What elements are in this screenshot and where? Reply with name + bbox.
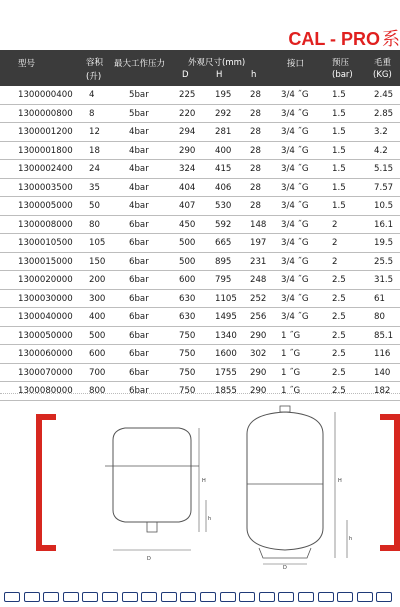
table-row: [0, 160, 400, 179]
cell-conn: 3/4 ˝G: [281, 145, 309, 156]
cell-model: 1300000400: [18, 90, 73, 100]
cert-icon: [318, 592, 334, 602]
cell-wt: 85.1: [374, 330, 394, 341]
cell-wt: 182: [374, 386, 391, 396]
small-hh-label: h: [208, 516, 212, 522]
large-tank-top-connector: [280, 406, 290, 412]
cell-conn: 3/4 ˝G: [281, 275, 309, 285]
cell-d: 324: [179, 164, 196, 174]
cell-d: 630: [179, 293, 196, 304]
cell-d: 404: [179, 182, 196, 193]
cell-model: 1300005000: [18, 201, 73, 211]
cert-icon: [298, 592, 314, 602]
cell-hh: 28: [250, 145, 261, 156]
cert-icon: [141, 592, 157, 602]
header-weight-unit: (KG): [373, 70, 392, 80]
cell-model: 1300050000: [18, 330, 73, 341]
cell-pressure: 4bar: [129, 145, 149, 156]
cell-pressure: 4bar: [129, 127, 149, 137]
cell-hh: 290: [250, 386, 267, 396]
cell-model: 1300002400: [18, 164, 73, 174]
cell-d: 407: [179, 201, 196, 211]
small-tank-connector: [147, 522, 157, 532]
iso-icon: [63, 592, 79, 602]
cell-pressure: 4bar: [129, 201, 149, 211]
cell-d: 750: [179, 330, 196, 341]
cell-h: 530: [215, 201, 232, 211]
cell-pressure: 5bar: [129, 108, 149, 119]
cell-h: 406: [215, 182, 232, 193]
cell-h: 281: [215, 127, 232, 137]
cell-volume: 150: [89, 256, 106, 267]
table-row: [0, 197, 400, 216]
cell-h: 665: [215, 238, 232, 248]
cell-h: 1495: [215, 312, 237, 322]
cell-wt: 16.1: [374, 219, 394, 230]
cell-wt: 61: [374, 293, 385, 304]
cell-model: 1300001800: [18, 145, 73, 156]
cell-pressure: 6bar: [129, 367, 149, 378]
cell-hh: 252: [250, 293, 267, 304]
cell-d: 500: [179, 256, 196, 267]
cell-d: 290: [179, 145, 196, 156]
brand-suffix: 系: [382, 29, 400, 50]
cell-pre: 2.5: [332, 386, 346, 396]
table-row: [0, 271, 400, 290]
cert-icon: [337, 592, 353, 602]
cell-volume: 4: [89, 90, 95, 100]
cell-model: 1300040000: [18, 312, 73, 322]
table-row: [0, 290, 400, 309]
cell-hh: 256: [250, 312, 267, 322]
cell-pressure: 4bar: [129, 182, 149, 193]
cell-model: 1300030000: [18, 293, 73, 304]
large-hh-label: h: [349, 536, 353, 542]
cell-pressure: 6bar: [129, 293, 149, 304]
cell-h: 795: [215, 275, 232, 285]
cell-pre: 2.5: [332, 349, 346, 359]
red-bracket-right: [380, 414, 400, 551]
cell-model: 1300015000: [18, 256, 73, 267]
cell-wt: 4.2: [374, 145, 388, 156]
cell-wt: 116: [374, 349, 391, 359]
cell-h: 895: [215, 256, 232, 267]
brand-title: [288, 27, 400, 51]
cell-volume: 500: [89, 330, 106, 341]
cell-conn: 3/4 ˝G: [281, 90, 309, 100]
cell-volume: 400: [89, 312, 106, 322]
cell-conn: 3/4 ˝G: [281, 182, 309, 193]
divider: [0, 393, 400, 394]
cert-icon: [122, 592, 138, 602]
cell-pressure: 6bar: [129, 238, 149, 248]
cell-h: 1340: [215, 330, 237, 341]
table-row: [0, 253, 400, 272]
cell-model: 1300010500: [18, 238, 73, 248]
cell-pre: 1.5: [332, 145, 346, 156]
cell-wt: 5.15: [374, 164, 394, 174]
cell-model: 1300003500: [18, 182, 73, 193]
cert-icon: [357, 592, 373, 602]
cell-model: 1300001200: [18, 127, 73, 137]
cell-wt: 140: [374, 367, 391, 378]
cell-conn: 3/4 ˝G: [281, 293, 309, 304]
cell-hh: 28: [250, 201, 261, 211]
cell-hh: 197: [250, 238, 267, 248]
cell-h: 400: [215, 145, 232, 156]
cell-volume: 12: [89, 127, 100, 137]
cell-wt: 7.57: [374, 182, 394, 193]
large-h-label: H: [338, 478, 342, 484]
cell-pre: 1.5: [332, 201, 346, 211]
cell-pressure: 6bar: [129, 349, 149, 359]
cell-wt: 2.45: [374, 90, 394, 100]
cert-icon: [102, 592, 118, 602]
cell-conn: 1 ˝G: [281, 386, 301, 396]
cell-model: 1300000800: [18, 108, 73, 119]
header-connection: 接口: [287, 59, 305, 69]
cell-pressure: 6bar: [129, 275, 149, 285]
cell-h: 1755: [215, 367, 237, 378]
small-d-label: D: [147, 556, 151, 562]
cell-d: 500: [179, 238, 196, 248]
cell-pressure: 6bar: [129, 330, 149, 341]
cell-volume: 8: [89, 108, 95, 119]
cell-conn: 3/4 ˝G: [281, 312, 309, 322]
cell-d: 750: [179, 386, 196, 396]
table-header: [0, 50, 400, 86]
small-tank-body: [113, 428, 191, 522]
cell-hh: 290: [250, 367, 267, 378]
cell-pre: 2.5: [332, 312, 346, 322]
table-row: [0, 216, 400, 235]
cell-volume: 35: [89, 182, 100, 193]
cell-volume: 24: [89, 164, 100, 174]
cell-wt: 25.5: [374, 256, 394, 267]
brand-name: CAL - PRO: [288, 29, 380, 49]
cert-icon: [376, 592, 392, 602]
cell-pre: 1.5: [332, 164, 346, 174]
cell-hh: 302: [250, 349, 267, 359]
table-row: [0, 364, 400, 383]
cell-pre: 2: [332, 256, 338, 267]
cell-hh: 231: [250, 256, 267, 267]
cell-volume: 200: [89, 275, 106, 285]
table-row: [0, 382, 400, 401]
cert-icon: [239, 592, 255, 602]
wras-icon: [24, 592, 40, 602]
cell-hh: 28: [250, 127, 261, 137]
table-row: [0, 123, 400, 142]
cell-hh: 28: [250, 90, 261, 100]
cell-h: 1855: [215, 386, 237, 396]
cert-icon: [82, 592, 98, 602]
header-dim-hh: h: [251, 70, 257, 80]
cell-d: 225: [179, 90, 196, 100]
cell-pressure: 6bar: [129, 312, 149, 322]
cell-hh: 28: [250, 164, 261, 174]
cell-conn: 1 ˝G: [281, 349, 301, 359]
cell-hh: 148: [250, 219, 267, 230]
header-dim-h: H: [216, 70, 223, 80]
header-model: 型号: [18, 59, 36, 69]
cell-pressure: 5bar: [129, 90, 149, 100]
spec-table: [0, 50, 400, 401]
red-bracket-left: [36, 414, 56, 551]
cell-volume: 700: [89, 367, 106, 378]
cell-pressure: 4bar: [129, 164, 149, 174]
cell-wt: 10.5: [374, 201, 394, 211]
large-tank-body: [247, 412, 323, 550]
cell-model: 1300060000: [18, 349, 73, 359]
ce-icon: [43, 592, 59, 602]
header-volume-unit: (升): [86, 72, 102, 82]
cert-icon: [220, 592, 236, 602]
cell-pre: 1.5: [332, 127, 346, 137]
cell-conn: 1 ˝G: [281, 330, 301, 341]
cell-d: 450: [179, 219, 196, 230]
cell-hh: 248: [250, 275, 267, 285]
cell-conn: 3/4 ˝G: [281, 238, 309, 248]
header-volume: 容积: [86, 58, 104, 68]
table-row: [0, 86, 400, 105]
table-body: [0, 86, 400, 401]
table-row: [0, 142, 400, 161]
table-row: [0, 327, 400, 346]
header-pressure: 最大工作压力: [114, 59, 166, 69]
cell-h: 592: [215, 219, 232, 230]
cell-model: 1300020000: [18, 275, 73, 285]
cert-icon: [200, 592, 216, 602]
cell-pre: 2: [332, 238, 338, 248]
cell-model: 1300070000: [18, 367, 73, 378]
cell-h: 1600: [215, 349, 237, 359]
header-dim-d: D: [182, 70, 189, 80]
cell-wt: 2.85: [374, 108, 394, 119]
cell-h: 292: [215, 108, 232, 119]
header-precharge: 预压: [332, 58, 350, 68]
cell-pre: 2.5: [332, 275, 346, 285]
cell-volume: 18: [89, 145, 100, 156]
cell-d: 294: [179, 127, 196, 137]
cert-icon: [180, 592, 196, 602]
table-row: [0, 234, 400, 253]
cell-hh: 290: [250, 330, 267, 341]
small-tank-diagram: [95, 400, 215, 570]
cell-model: 1300080000: [18, 386, 73, 396]
cell-pressure: 6bar: [129, 256, 149, 267]
cell-conn: 1 ˝G: [281, 367, 301, 378]
table-row: [0, 105, 400, 124]
cell-pre: 2.5: [332, 367, 346, 378]
large-d-label: D: [283, 565, 287, 570]
large-tank-diagram: [235, 400, 365, 570]
cell-volume: 50: [89, 201, 100, 211]
cell-conn: 3/4 ˝G: [281, 108, 309, 119]
certification-strip: [0, 578, 400, 607]
cell-hh: 28: [250, 182, 261, 193]
cell-wt: 31.5: [374, 275, 394, 285]
cert-icon: [278, 592, 294, 602]
cell-wt: 80: [374, 312, 385, 322]
cell-d: 600: [179, 275, 196, 285]
cell-pre: 2.5: [332, 293, 346, 304]
cell-pressure: 6bar: [129, 386, 149, 396]
cell-h: 1105: [215, 293, 237, 304]
cell-hh: 28: [250, 108, 261, 119]
cell-conn: 3/4 ˝G: [281, 219, 309, 230]
cell-volume: 800: [89, 386, 106, 396]
table-row: [0, 308, 400, 327]
cell-pre: 2.5: [332, 330, 346, 341]
small-h-label: H: [202, 478, 206, 484]
cert-icon: [259, 592, 275, 602]
cell-wt: 19.5: [374, 238, 394, 248]
cell-model: 1300008000: [18, 219, 73, 230]
cert-icon: [161, 592, 177, 602]
cell-wt: 3.2: [374, 127, 388, 137]
table-row: [0, 345, 400, 364]
cell-pre: 2: [332, 219, 338, 230]
cell-conn: 3/4 ˝G: [281, 127, 309, 137]
cell-volume: 105: [89, 238, 106, 248]
cell-h: 415: [215, 164, 232, 174]
cell-d: 750: [179, 349, 196, 359]
table-row: [0, 179, 400, 198]
header-dims: 外观尺寸(mm): [188, 58, 246, 68]
cell-h: 195: [215, 90, 232, 100]
cell-volume: 300: [89, 293, 106, 304]
cell-pre: 1.5: [332, 90, 346, 100]
cell-pre: 1.5: [332, 182, 346, 193]
header-weight: 毛重: [374, 58, 392, 68]
cell-d: 220: [179, 108, 196, 119]
cell-conn: 3/4 ˝G: [281, 164, 309, 174]
cell-d: 630: [179, 312, 196, 322]
cell-conn: 3/4 ˝G: [281, 201, 309, 211]
cell-pre: 1.5: [332, 108, 346, 119]
cell-pressure: 6bar: [129, 219, 149, 230]
header-precharge-unit: (bar): [332, 70, 353, 80]
cell-d: 750: [179, 367, 196, 378]
cell-volume: 80: [89, 219, 100, 230]
tuv-icon: [4, 592, 20, 602]
cell-volume: 600: [89, 349, 106, 359]
cell-conn: 3/4 ˝G: [281, 256, 309, 267]
